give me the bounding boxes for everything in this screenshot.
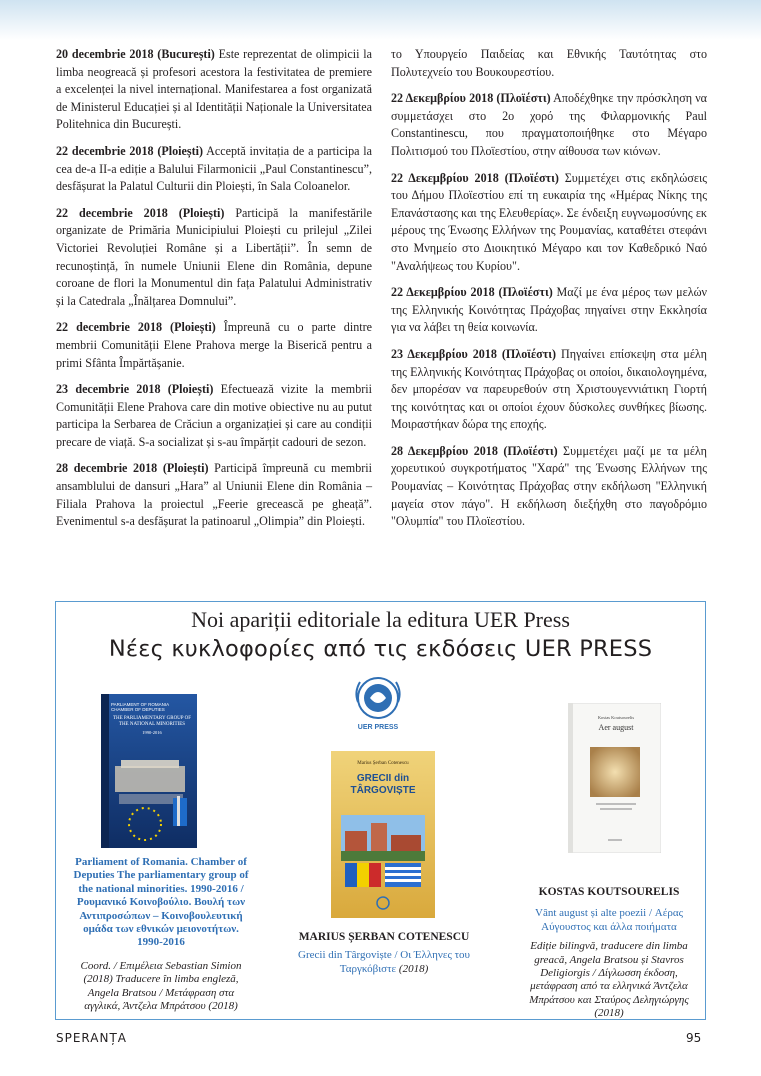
box-title-romanian: Noi apariții editoriale la editura UER Press: [191, 607, 570, 632]
book2-caption-line: [288, 949, 480, 976]
top-gradient-band: [0, 0, 761, 40]
cover-author-text: Marius Șerban Cotenescu: [357, 761, 409, 766]
event-entry: 22 decembrie 2018 (Ploiești) Participă la manifestările organizate de Primăria Municipiului Ploiești cu prilejul „Zilei Victoriei Revoluției Române și a Libertății”. În semn de recunoștință, în numele Uniunii Elene din România, depune coroane de flori la Monumentul din fața Palatului Administrativ și la Catedrala „Înălțarea Domnului”.: [56, 205, 372, 308]
event-entry: 28 decembrie 2018 (Ploiești) Participă împreună cu membrii ansamblului de dansuri „Hara” al Uniunii Elene din România – Filiala Prahova la proiectul „Feerie grecească pe gheață”. Evenimentul s-a desfășurat la patinoarul „Olimpia” din Ploiești.: [56, 461, 373, 529]
event-entry: 23 decembrie 2018 (Ploiești) Efectuează vizite la membrii Comunității Elene Prahova care din motive obiective nu au putut participa la Serbarea de Crăciun a organizației și care au condiții precare de viață. S-a socializat și s-au împărțit cadouri de sezon.: [56, 382, 372, 449]
event-entry: 20 decembrie 2018 (București) Este reprezentat de olimpicii la limba neogreacă și profesori acestora la festivitatea de premiere a excelenței la nivel internațional. Manifestarea a fost organizată de Ministerul Educației și al Identității Naționale la Universitatea Politehnica din București.: [56, 47, 372, 132]
page-number: 95: [686, 1031, 702, 1045]
new-publications-box: [55, 601, 706, 1020]
event-entry: 22 Δεκεμβρίου 2018 (Πλοϊέστι) Αποδέχθηκε την πρόσκληση να συμμετάσχει στο 2ο χορό της Φιλαρμονικής Paul Constantinescu, που πραγματοποιήθηκε στο Μέγαρο Πολιτισμού του Πλοϊεστίου, στην αίθουσα των κιόνων.: [391, 91, 708, 158]
event-entry: το Υπουργείο Παιδείας και Εθνικής Ταυτότητας στο Πολυτεχνείο του Βουκουρεστίου.: [391, 47, 707, 79]
cover-title-text: GRECII din TÂRGOVIȘTE: [350, 773, 416, 796]
book1-caption: [72, 856, 250, 1013]
book2-caption-title: Grecii din Târgoviște / Οι Έλληνες του Ταργκόβιστε: [298, 949, 470, 975]
uer-press-label: UER PRESS: [357, 724, 399, 731]
book3-caption-title: Vânt august și alte poezii / Αέρας Αύγουστος και άλλα ποιήματα: [535, 907, 683, 933]
book1-caption-title: Parliament of Romania. Chamber of Deputies The parliamentary group of the national minorities. 1990-2016 / Ρουμανικό Κοινοβούλιο. Βουλή των Αντιπροσώπων – Κοινοβουλευτική ομάδα των εθνικών μειονοτήτων. 1990-2016: [73, 856, 249, 949]
cover-author-text: Kostas Koutsourelis: [597, 715, 635, 720]
cover-years-text: 1990-2016: [142, 730, 162, 735]
event-entry: 22 decembrie 2018 (Ploiești) Împreună cu o parte dintre membrii Comunității Elene Prahova merge la Biserică pentru a primi Sfânta Împărtășanie.: [56, 320, 373, 370]
book2-caption: [288, 931, 480, 976]
event-entry: 28 Δεκεμβρίου 2018 (Πλοϊέστι) Συμμετέχει μαζί με τα μέλη χορευτικού συγκροτήματος "Χαρά" της Ένωσης Ελλήνων της Ρουμανίας – Κοινότητας Πράχοβας στην εκδήλωση "Ελληνική μαγεία στον πάγο". Η εκδήλωση διεξήχθη στο παγοδρόμιο "Ολυμπία" του Πλοϊεστίου.: [391, 443, 708, 529]
uer-press-emblem-icon: [346, 672, 410, 728]
book3-caption-credit: Ediție bilingvă, traducere din limba greacă, Angela Bratsou și Stavros Deligiorgis / Δίγλωσση έκδοση, μετάφραση από τα ελληνικά Άντζελα Μπράτσου και Σταύρος Δεληγιώργης (2018): [529, 940, 689, 1020]
cover-top-text: PARLIAMENT OF ROMANIA CHAMBER OF DEPUTIES: [111, 702, 169, 712]
book-cover-parliament: [101, 694, 197, 848]
event-entry: 23 Δεκεμβρίου 2018 (Πλοϊέστι) Πηγαίνει επίσκεψη στα μέλη της Ελληνικής Κοινότητας Πράχοβας οι οποίοι, δικαιολογημένα, δεν μπορέσαν να παρευρεθούν στη Χριστουγεννιάτικη Γιορτή της κοινότητας και οι οποίοι έχουν δύσκολες συνθήκες βίωσης. Μοιραστήκαν δώρα της εποχής.: [391, 346, 707, 432]
book2-author: MARIUS ȘERBAN COTENESCU: [298, 931, 470, 943]
right-text-column: [391, 46, 707, 540]
cover-title-text: THE PARLIAMENTARY GROUP OF THE NATIONAL MINORITIES: [112, 716, 192, 727]
book-cover-aer-august: [568, 703, 661, 853]
book-cover-grecii: [331, 751, 435, 918]
book3-author: KOSTAS KOUTSOURELIS: [538, 886, 680, 898]
magazine-name: SPERANȚA: [56, 1031, 128, 1045]
book1-caption-credit: Coord. / Επιμέλεια Sebastian Simion (2018) Traducere în limba engleză, Angela Bratsou / Μετάφραση στα αγγλικά, Άντζελα Μπράτσου (2018): [80, 959, 242, 1013]
event-entry: 22 Δεκεμβρίου 2018 (Πλοϊέστι) Συμμετέχει στις εκδηλώσεις του Δήμου Πλοϊεστίου επί τη ευκαιρία της «Ημέρας Νίκης της Επανάστασης και της Ελευθερίας». Σε ένδειξη ευγνωμοσύνης εκ μέρους της Ένωσης Ελλήνων της Ρουμανίας, καταθέτει στεφάνι στο Μνημείο στο Διοικητικό Μέγαρο και τον Καθεδρικό Ναό "Αναλήψεως του Κυρίου".: [391, 170, 707, 273]
event-entry: 22 decembrie 2018 (Ploiești) Acceptă invitația de a participa la cea de-a II-a ediție a Balului Filarmonicii „Paul Constantinescu”, desfășurat la Palatul Culturii din Ploiești, în Sala Coloanelor.: [56, 143, 373, 194]
uer-press-logo: [346, 672, 410, 742]
book3-caption: [518, 886, 700, 1021]
left-text-column: [56, 46, 372, 540]
book2-caption-year: (2018): [396, 962, 429, 975]
cover-title-text: Aer august: [598, 723, 634, 732]
event-entry: 22 Δεκεμβρίου 2018 (Πλοϊέστι) Μαζί με ένα μέρος των μελών της Ελληνικής Κοινότητας Πράχοβας πηγαίνει στην Εκκλησία για να λάβει τη θεία κοινωνία.: [391, 285, 707, 335]
box-title-greek: Νέες κυκλοφορίες από τις εκδόσεις UER PRESS: [108, 636, 653, 662]
